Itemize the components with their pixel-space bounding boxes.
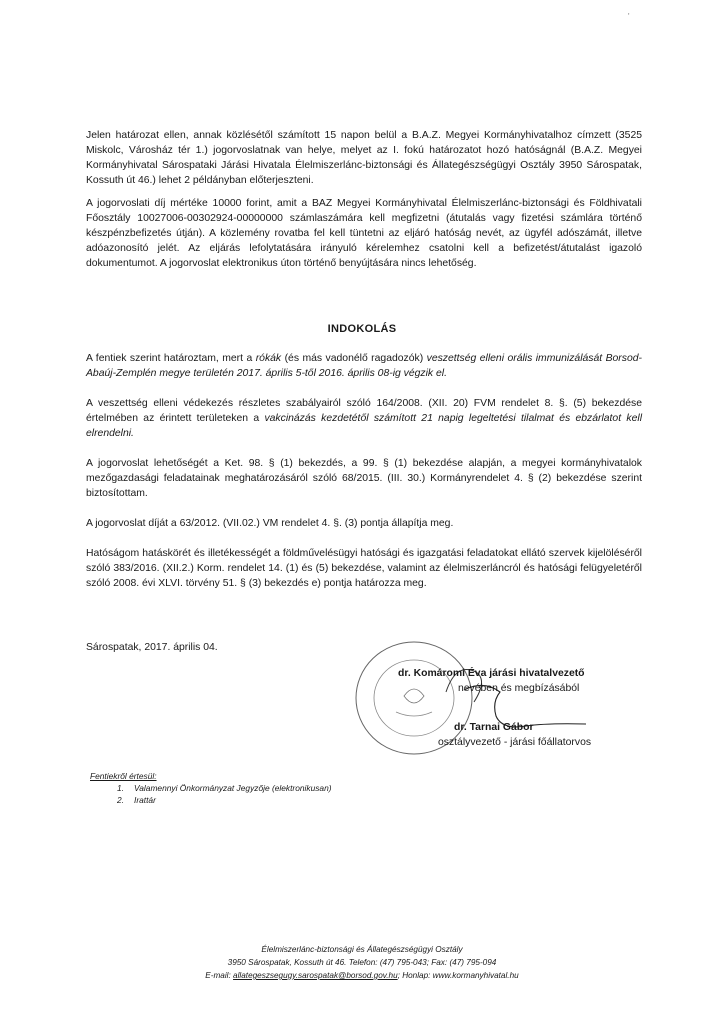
footer-department: Élelmiszerlánc-biztonsági és Állategészségügyi Osztály: [261, 945, 463, 954]
email-link[interactable]: allategeszsegugy.sarospatak@borsod.gov.hu: [233, 971, 398, 980]
signature-title: osztályvezető - járási főállatorvos: [438, 737, 592, 748]
notification-list: [90, 770, 332, 806]
section-heading: INDOKOLÁS: [327, 323, 397, 335]
paragraph-appeal: Jelen határozat ellen, annak közlésétől számított 15 napon belül a B.A.Z. Megyei Kormányhivatalhoz címzett (3525 Miskolc, Városház tér 1.) jogorvoslatnak van helye, melyet az I. fokú határozatot hozó hatóságnál (B.A.Z. Megyei Kormányhivatal Sárospataki Járási Hivatala Élelmiszerlánc-biztonsági és Állategészségügyi Osztály 3950 Sárospatak, Kossuth út 46.) lehet 2 példányban előterjeszteni.: [86, 130, 642, 186]
signature-name-1: dr. Komáromi Éva járási hivatalvezető: [398, 668, 585, 679]
signature-block: [398, 666, 591, 750]
list-item: 1. Valamennyi Önkormányzat Jegyzője (elektronikusan): [117, 783, 332, 793]
paragraph-appeal-fee: A jogorvoslati díj mértéke 10000 forint, amit a BAZ Megyei Kormányhivatal Élelmiszerlánc-biztonsági és Földhivatali Főosztály 10027006-00302924-00000000 számlaszámára kell megfizetni (átutalás vagy fizetési számlára történő készpénzbefizetés útján). A közlemény rovatba fel kell tüntetni az eljáró hatóság nevét, az ügyfél adószámát, illetve adóazonosító jelét. Az eljárás lefolytatására irányuló kérelemhez csatolni kell a befizetést/átutalást igazoló dokumentumot. A jogorvoslat elektronikus úton történő benyújtására nincs lehetőség.: [86, 198, 642, 269]
place-date: Sárospatak, 2017. április 04.: [86, 642, 218, 653]
paragraph-reasoning: A fentiek szerint határoztam, mert a rókák (és más vadonélő ragadozók) veszettség elleni orális immunizálását Borsod-Abaúj-Zemplén megye területén 2017. április 5-től 2016. április 08-ig végzik el.: [86, 353, 642, 379]
paragraph-competence: Hatóságom hatáskörét és illetékességét a földművelésügyi hatósági és igazgatási feladatokat ellátó szervek kijelöléséről szóló 383/2016. (XII.2.) Korm. rendelet 14. (1) és (5) bekezdése, valamint az élelmiszerláncról és hatósági felügyeletéről szóló 2008. évi XLVI. törvény 51. § (3) bekezdés e) pontja határozza meg.: [86, 548, 642, 589]
footer-address: 3950 Sárospatak, Kossuth út 46. Telefon: (47) 795-043; Fax: (47) 795-094: [227, 958, 497, 967]
list-item: 2. Irattár: [117, 795, 156, 805]
footer: [0, 943, 724, 982]
paragraph-regulation: A veszettség elleni védekezés részletes szabályairól szóló 164/2008. (XII. 20) FVM rendelet 8. §. (5) bekezdése értelmében az érintett területeken a vakcinázás kezdetétől számított 21 napig legeltetési tilalmat és ebzárlatot kell elrendelni.: [86, 398, 642, 439]
footer-contact: E-mail: allategeszsegugy.sarospatak@borsod.gov.hu; Honlap: www.kormanyhivatal.hu: [205, 971, 519, 980]
signature-name-2: dr. Tarnai Gábor: [454, 722, 534, 733]
notification-heading: Fentiekről értesül:: [90, 771, 157, 781]
corner-mark: ': [628, 12, 630, 21]
signature-mandate: nevében és megbízásából: [458, 683, 580, 694]
paragraph-legal-basis: A jogorvoslat lehetőségét a Ket. 98. § (1) bekezdés, a 99. § (1) bekezdése alapján, a megyei kormányhivatalok mezőgazdasági feladatainak meghatározásáról szóló 68/2015. (III. 30.) Kormányrendelet 4. § (2) bekezdése szerint biztosítottam.: [86, 458, 642, 499]
paragraph-fee-basis: A jogorvoslat díját a 63/2012. (VII.02.) VM rendelet 4. §. (3) pontja állapítja meg.: [86, 518, 454, 529]
